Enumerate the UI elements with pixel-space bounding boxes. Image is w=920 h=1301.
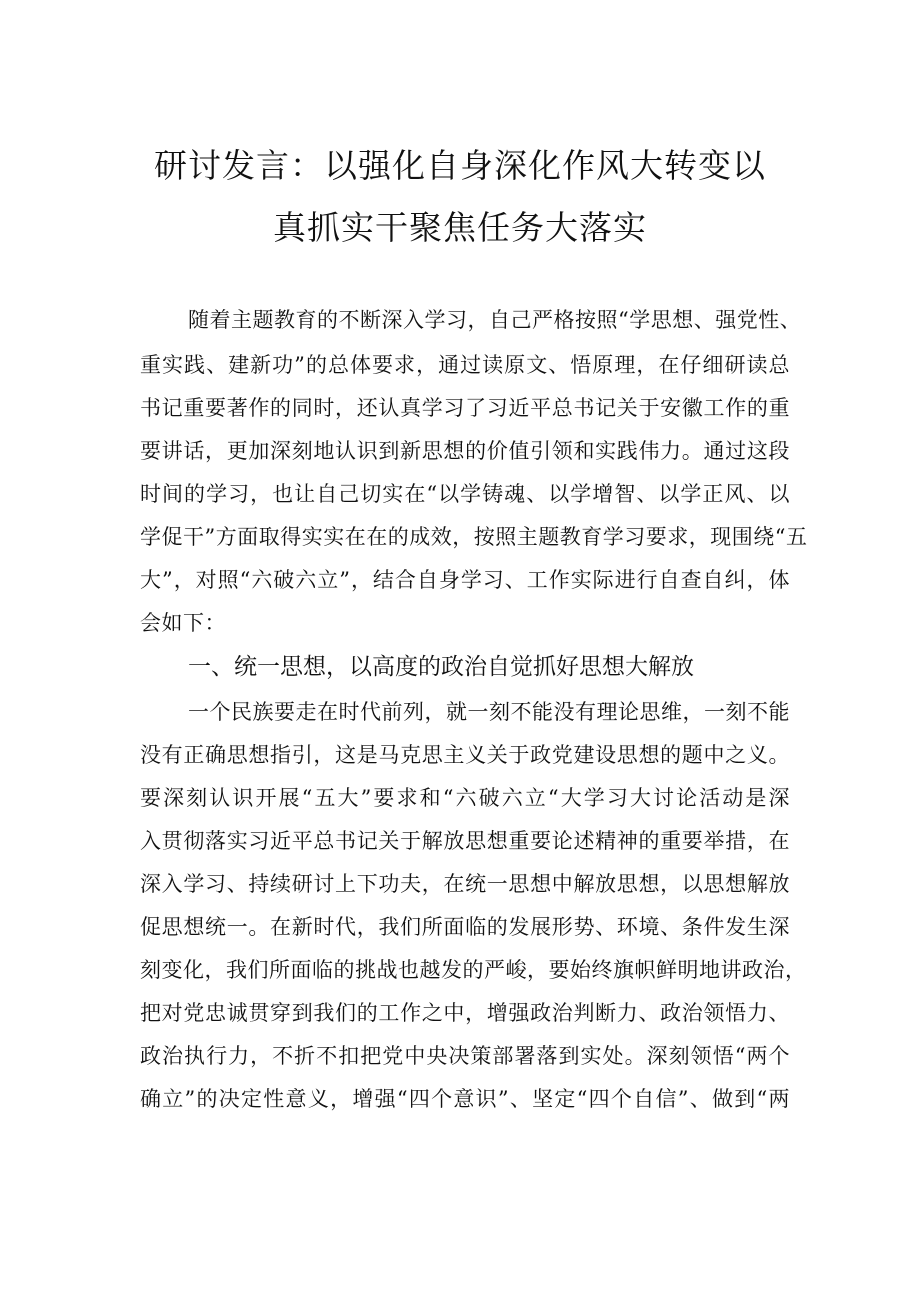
paragraph-line: 促思想统一。在新时代，我们所面临的发展形势、环境、条件发生深 bbox=[140, 915, 790, 939]
paragraph-line: 刻变化，我们所面临的挑战也越发的严峻，要始终旗帜鲜明地讲政治， bbox=[140, 958, 807, 982]
paragraph-line: 要深刻认识开展“五大”要求和“六破六立“大学习大讨论活动是深 bbox=[140, 786, 790, 810]
paragraph-line: 随着主题教育的不断深入学习，自己严格按照“学思想、强党性、 bbox=[188, 308, 802, 332]
paragraph-line: 没有正确思想指引，这是马克思主义关于政党建设思想的题中之义。 bbox=[140, 743, 790, 767]
paragraph-line: 书记重要著作的同时，还认真学习了习近平总书记关于安徽工作的重 bbox=[140, 396, 790, 420]
paragraph-line: 一个民族要走在时代前列，就一刻不能没有理论思维，一刻不能 bbox=[188, 700, 790, 724]
paragraph-line: 会如下： bbox=[140, 611, 226, 635]
paragraph-line: 入贯彻落实习近平总书记关于解放思想重要论述精神的重要举措，在 bbox=[140, 829, 790, 853]
paragraph-line: 学促干”方面取得实实在在的成效，按照主题教育学习要求，现围绕“五 bbox=[140, 525, 808, 549]
paragraph-line: 大”，对照“六破六立”，结合自身学习、工作实际进行自查自纠，体 bbox=[140, 568, 790, 592]
document-title-line-1: 研讨发言：以强化自身深化作风大转变以 bbox=[154, 146, 766, 185]
paragraph-line: 时间的学习，也让自己切实在“以学铸魂、以学增智、以学正风、以 bbox=[140, 482, 790, 506]
paragraph-line: 深入学习、持续研讨上下功夫，在统一思想中解放思想，以思想解放 bbox=[140, 872, 790, 896]
paragraph-line: 政治执行力，不折不扣把党中央决策部署落到实处。深刻领悟“两个 bbox=[140, 1044, 790, 1068]
paragraph-line: 把对党忠诚贯穿到我们的工作之中，增强政治判断力、政治领悟力、 bbox=[140, 1001, 790, 1025]
paragraph-line: 重实践、建新功”的总体要求，通过读原文、悟原理，在仔细研读总 bbox=[140, 353, 790, 377]
section-heading: 一、统一思想，以高度的政治自觉抓好思想大解放 bbox=[188, 654, 694, 680]
paragraph-line: 要讲话，更加深刻地认识到新思想的价值引领和实践伟力。通过这段 bbox=[140, 439, 790, 463]
paragraph-line: 确立”的决定性意义，增强“四个意识”、坚定“四个自信”、做到“两 bbox=[140, 1087, 790, 1111]
document-title-line-2: 真抓实干聚焦任务大落实 bbox=[273, 208, 647, 247]
